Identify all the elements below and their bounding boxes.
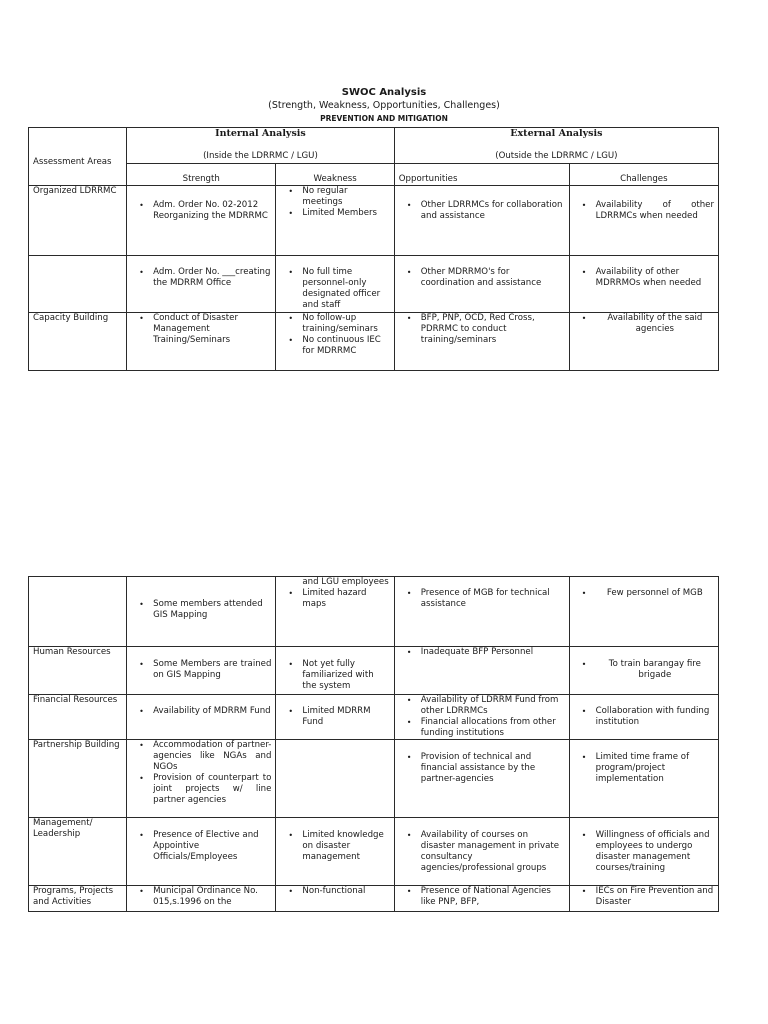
challenges-list: [574, 830, 714, 874]
list-item: • Availability of LDRRM Fund from other LDRRMCs: [421, 695, 565, 717]
challenges-list: [574, 267, 714, 289]
list-item: • Adm. Order No. 02-2012 Reorganizing the MDRRMC: [153, 200, 271, 222]
list-item: • Financial allocations from other funding institutions: [421, 717, 565, 739]
challenges-list: [574, 588, 714, 599]
assessment-area: [29, 577, 127, 647]
list-item: • Willingness of officials and employees to undergo disaster management courses/training: [596, 830, 714, 874]
strength-list: [131, 886, 271, 908]
challenges-list: [574, 886, 714, 908]
list-item: • Inadequate BFP Personnel: [421, 647, 565, 658]
assessment-area: Organized LDRRMC: [29, 186, 127, 256]
weakness-list: [280, 830, 389, 863]
table-row: [29, 313, 719, 371]
assessment-area: Human Resources: [29, 647, 127, 695]
strength-list: [131, 830, 271, 863]
weakness-header: Weakness: [276, 164, 394, 186]
strength-list: [131, 267, 271, 289]
challenges-list: [574, 752, 714, 785]
list-item: • Municipal Ordinance No. 015,s.1996 on the: [153, 886, 271, 908]
list-item: • Availability of courses on disaster management in private consultancy agencies/professional groups: [421, 830, 565, 874]
external-analysis-subtitle: (Outside the LDRRMC / LGU): [495, 151, 618, 161]
weakness-list: [280, 313, 389, 357]
list-item: • Presence of Elective and Appointive Officials/Employees: [153, 830, 271, 863]
table-row: [29, 740, 719, 818]
list-item: • Availability of other LDRRMCs when needed: [596, 200, 714, 222]
table-row: [29, 256, 719, 313]
document-subtitle: (Strength, Weakness, Opportunities, Challenges): [268, 100, 500, 111]
strength-list: [131, 200, 271, 222]
assessment-area: Financial Resources: [29, 695, 127, 740]
table-row: [29, 886, 719, 912]
list-item: • Presence of National Agencies like PNP, BFP,: [421, 886, 565, 908]
swoc-table-1: [28, 127, 719, 371]
list-item: • Accommodation of partner-agencies like NGAs and NGOs: [153, 740, 271, 773]
assessment-area: Management/ Leadership: [29, 818, 127, 886]
weakness-continued-text: and LGU employees: [302, 577, 389, 587]
list-item: • Limited Members: [302, 208, 389, 219]
list-item: • IECs on Fire Prevention and Disaster: [596, 886, 714, 908]
assessment-area: Partnership Building: [29, 740, 127, 818]
document-title: SWOC Analysis: [341, 87, 427, 98]
opportunities-list: [399, 200, 565, 222]
weakness-list: [280, 886, 389, 897]
list-item: • Availability of other MDRRMOs when needed: [596, 267, 714, 289]
table-row: [29, 695, 719, 740]
list-item: • Other LDRRMCs for collaboration and assistance: [421, 200, 565, 222]
list-item: • Some Members are trained on GIS Mapping: [153, 659, 271, 681]
weakness-list: [280, 706, 389, 728]
opportunities-list: [399, 588, 565, 610]
external-analysis-header: [394, 128, 718, 164]
list-item: • Limited hazard maps: [302, 588, 389, 610]
section-title: PREVENTION AND MITIGATION: [320, 114, 448, 123]
table-row: [29, 647, 719, 695]
list-item: • Provision of counterpart to joint projects w/ line partner agencies: [153, 773, 271, 806]
opportunities-list: [399, 647, 565, 658]
strength-list: [131, 706, 271, 717]
assessment-area: Capacity Building: [29, 313, 127, 371]
strength-list: [131, 740, 271, 806]
internal-analysis-header: [127, 128, 395, 164]
weakness-list: [280, 267, 389, 311]
opportunities-list: [399, 830, 565, 874]
table-row: [29, 186, 719, 256]
assessment-area: Programs, Projects and Activities: [29, 886, 127, 912]
list-item: • Not yet fully familiarized with the system: [302, 659, 389, 692]
weakness-list: [280, 588, 389, 610]
document-header: [0, 86, 768, 125]
list-item: • Availability of the said agencies: [596, 313, 714, 335]
list-item: • No regular meetings: [302, 186, 389, 208]
challenges-header: Challenges: [569, 164, 718, 186]
weakness-list: [280, 659, 389, 692]
opportunities-header: Opportunities: [394, 164, 569, 186]
opportunities-list: [399, 695, 565, 739]
table-row: [29, 818, 719, 886]
list-item: • Collaboration with funding institution: [596, 706, 714, 728]
challenges-list: [574, 706, 714, 728]
list-item: • Limited MDRRM Fund: [302, 706, 389, 728]
list-item: • Limited knowledge on disaster management: [302, 830, 389, 863]
assessment-area: [29, 256, 127, 313]
challenges-list: [574, 659, 714, 681]
list-item: • No follow-up training/seminars: [302, 313, 389, 335]
challenges-list: [574, 313, 714, 335]
internal-analysis-title: Internal Analysis: [215, 128, 306, 139]
swoc-table-2: [28, 576, 719, 912]
external-analysis-title: External Analysis: [510, 128, 603, 139]
list-item: • Conduct of Disaster Management Training/Seminars: [153, 313, 271, 346]
strength-list: [131, 599, 271, 621]
list-item: • Few personnel of MGB: [596, 588, 714, 599]
internal-analysis-subtitle: (Inside the LDRRMC / LGU): [203, 151, 318, 161]
weakness-empty-cell: [276, 740, 394, 818]
opportunities-list: [399, 886, 565, 908]
list-item: • Provision of technical and financial assistance by the partner-agencies: [421, 752, 565, 785]
list-item: • Presence of MGB for technical assistance: [421, 588, 565, 610]
list-item: • BFP, PNP, OCD, Red Cross, PDRRMC to conduct training/seminars: [421, 313, 565, 346]
list-item: • Non-functional: [302, 886, 389, 897]
list-item: • Other MDRRMO's for coordination and assistance: [421, 267, 565, 289]
list-item: • Some members attended GIS Mapping: [153, 599, 271, 621]
table-row: [29, 577, 719, 647]
strength-list: [131, 313, 271, 346]
list-item: • To train barangay fire brigade: [596, 659, 714, 681]
opportunities-list: [399, 313, 565, 346]
list-item: • Availability of MDRRM Fund: [153, 706, 271, 717]
opportunities-list: [399, 267, 565, 289]
list-item: • Adm. Order No. ___creating the MDRRM Office: [153, 267, 271, 289]
weakness-list: [280, 186, 389, 219]
list-item: • No continuous IEC for MDRRMC: [302, 335, 389, 357]
list-item: • Limited time frame of program/project implementation: [596, 752, 714, 785]
assessment-areas-header: Assessment Areas: [29, 128, 127, 186]
list-item: • No full time personnel-only designated officer and staff: [302, 267, 389, 311]
opportunities-list: [399, 752, 565, 785]
strength-header: Strength: [127, 164, 276, 186]
strength-list: [131, 659, 271, 681]
challenges-list: [574, 200, 714, 222]
